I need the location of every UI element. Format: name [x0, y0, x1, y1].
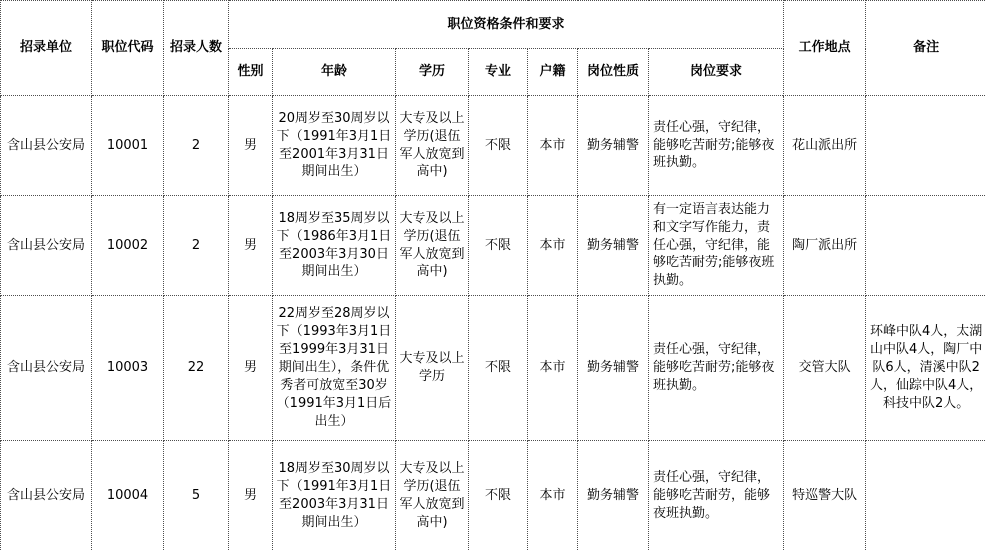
cell-household: 本市	[528, 196, 578, 296]
table-row	[1, 441, 986, 551]
cell-age: 18周岁至30周岁以下（1991年3月1日至2003年3月31日期间出生）	[273, 441, 396, 551]
cell-recruit-unit: 含山县公安局	[1, 441, 92, 551]
cell-major: 不限	[469, 441, 528, 551]
cell-post-requirements: 责任心强，守纪律，能够吃苦耐劳，能够夜班执勤。	[649, 441, 784, 551]
cell-work-location: 特巡警大队	[784, 441, 866, 551]
cell-gender: 男	[229, 196, 273, 296]
cell-remarks	[866, 96, 986, 196]
header-post-type: 岗位性质	[578, 49, 649, 96]
header-qualification-group: 职位资格条件和要求	[229, 1, 784, 49]
cell-position-code: 10001	[92, 96, 164, 196]
cell-household: 本市	[528, 441, 578, 551]
cell-post-type: 勤务辅警	[578, 96, 649, 196]
header-recruit-unit: 招录单位	[1, 1, 92, 96]
cell-recruit-count: 22	[164, 296, 229, 441]
cell-recruit-unit: 含山县公安局	[1, 196, 92, 296]
cell-education: 大专及以上学历	[396, 296, 469, 441]
cell-post-type: 勤务辅警	[578, 296, 649, 441]
header-age: 年龄	[273, 49, 396, 96]
header-row-top	[1, 1, 986, 49]
header-work-location: 工作地点	[784, 1, 866, 96]
cell-position-code: 10004	[92, 441, 164, 551]
cell-recruit-count: 2	[164, 196, 229, 296]
header-household: 户籍	[528, 49, 578, 96]
table-row	[1, 196, 986, 296]
header-post-requirements: 岗位要求	[649, 49, 784, 96]
cell-post-requirements: 责任心强，守纪律，能够吃苦耐劳;能够夜班执勤。	[649, 96, 784, 196]
cell-household: 本市	[528, 296, 578, 441]
cell-remarks: 环峰中队4人，太湖山中队4人，陶厂中队6人，清溪中队2人，仙踪中队4人，科技中队2人。	[866, 296, 986, 441]
header-position-code: 职位代码	[92, 1, 164, 96]
cell-recruit-unit: 含山县公安局	[1, 96, 92, 196]
cell-gender: 男	[229, 96, 273, 196]
cell-recruit-count: 5	[164, 441, 229, 551]
cell-age: 22周岁至28周岁以下（1993年3月1日至1999年3月31日期间出生），条件优秀者可放宽至30岁（1991年3月1日后出生）	[273, 296, 396, 441]
cell-major: 不限	[469, 96, 528, 196]
cell-recruit-count: 2	[164, 96, 229, 196]
cell-education: 大专及以上学历(退伍军人放宽到高中)	[396, 441, 469, 551]
cell-education: 大专及以上学历(退伍军人放宽到高中)	[396, 96, 469, 196]
cell-age: 18周岁至35周岁以下（1986年3月1日至2003年3月30日期间出生）	[273, 196, 396, 296]
header-major: 专业	[469, 49, 528, 96]
cell-post-type: 勤务辅警	[578, 196, 649, 296]
table-row	[1, 96, 986, 196]
cell-work-location: 交管大队	[784, 296, 866, 441]
cell-gender: 男	[229, 441, 273, 551]
cell-position-code: 10003	[92, 296, 164, 441]
header-education: 学历	[396, 49, 469, 96]
table-row	[1, 296, 986, 441]
header-remarks: 备注	[866, 1, 986, 96]
cell-major: 不限	[469, 296, 528, 441]
cell-age: 20周岁至30周岁以下（1991年3月1日至2001年3月31日期间出生）	[273, 96, 396, 196]
cell-recruit-unit: 含山县公安局	[1, 296, 92, 441]
cell-household: 本市	[528, 96, 578, 196]
cell-work-location: 陶厂派出所	[784, 196, 866, 296]
cell-remarks	[866, 196, 986, 296]
header-recruit-count: 招录人数	[164, 1, 229, 96]
cell-post-requirements: 责任心强，守纪律，能够吃苦耐劳;能够夜班执勤。	[649, 296, 784, 441]
cell-post-type: 勤务辅警	[578, 441, 649, 551]
header-gender: 性别	[229, 49, 273, 96]
cell-education: 大专及以上学历(退伍军人放宽到高中)	[396, 196, 469, 296]
cell-gender: 男	[229, 296, 273, 441]
cell-major: 不限	[469, 196, 528, 296]
cell-remarks	[866, 441, 986, 551]
cell-position-code: 10002	[92, 196, 164, 296]
cell-work-location: 花山派出所	[784, 96, 866, 196]
cell-post-requirements: 有一定语言表达能力和文字写作能力，责任心强，守纪律，能够吃苦耐劳;能够夜班执勤。	[649, 196, 784, 296]
